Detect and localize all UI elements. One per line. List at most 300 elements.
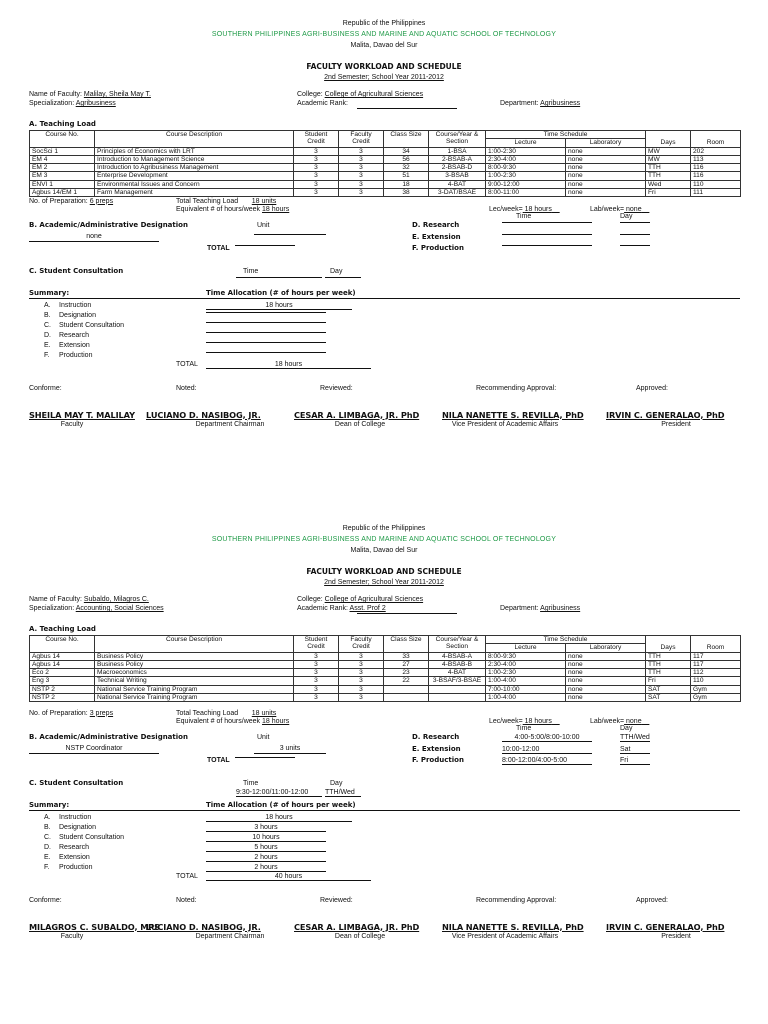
cell-faculty-credit: 3 (339, 155, 384, 163)
signatory-name: IRVIN C. GENERALAO, PhD (606, 921, 725, 932)
cell-course-no: Agbus 14/EM 1 (30, 189, 95, 197)
cell-faculty-credit: 3 (339, 677, 384, 685)
summary-hours: 10 hours (206, 834, 326, 842)
table-row (30, 155, 741, 163)
cell-course-year-section: 4-BAT (429, 669, 486, 677)
col-course-no: Course No. (30, 636, 95, 653)
cell-course-year-section: 3-BSAB (429, 172, 486, 180)
specialization-field: Specialization: Agribusiness (29, 100, 116, 107)
faculty-name-field: Name of Faculty: Subaldo, Milagros C. (29, 596, 149, 603)
summary-hours: 18 hours (206, 302, 352, 310)
b-total-label: TOTAL (207, 756, 230, 764)
extension-day (620, 234, 650, 235)
cell-room: 117 (691, 660, 741, 668)
cell-faculty-credit: 3 (339, 147, 384, 155)
table-row (30, 164, 741, 172)
time-allocation-heading: Time Allocation (# of hours per week) (206, 800, 356, 809)
table-row (30, 677, 741, 685)
production-day: Fri (620, 757, 650, 765)
cell-faculty-credit: 3 (339, 172, 384, 180)
cell-days: MW (646, 147, 691, 155)
rank-underline (357, 613, 457, 614)
summary-rule (29, 298, 740, 299)
equivalent-hours: Equivalent # of hours/week 18 hours (176, 717, 290, 725)
b-total-value (235, 757, 295, 758)
cell-faculty-credit: 3 (339, 189, 384, 197)
col-faculty-credit: Faculty Credit (339, 131, 384, 148)
signatory-name: NILA NANETTE S. REVILLA, PhD (442, 409, 584, 420)
time-heading: Time (516, 724, 532, 732)
specialization-field: Specialization: Accounting, Social Sciences (29, 605, 164, 612)
cell-laboratory-time: none (566, 652, 646, 660)
workload-form-1 (0, 20, 768, 510)
cell-course-description: Business Policy (95, 652, 294, 660)
col-class-size: Class Size (384, 636, 429, 653)
cell-class-size: 32 (384, 164, 429, 172)
summary-letter: A. (44, 301, 51, 309)
college-field: College: College of Agricultural Sciences (297, 596, 424, 603)
consult-time-value: 9:30-12:00/11:00-12:00 (236, 789, 322, 797)
summary-letter: D. (44, 843, 51, 851)
cell-course-year-section (429, 685, 486, 693)
summary-item: Instruction (59, 301, 92, 309)
cell-class-size: 51 (384, 172, 429, 180)
table-row (30, 694, 741, 702)
designation-unit: 3 units (254, 745, 326, 754)
cell-laboratory-time: none (566, 189, 646, 197)
cell-student-credit: 3 (294, 164, 339, 172)
equivalent-hours: Equivalent # of hours/week 18 hours (176, 205, 290, 213)
col-room: Room (691, 636, 741, 653)
signatory-name: SHEILA MAY T. MALILAY (29, 409, 135, 420)
table-row (30, 660, 741, 668)
cell-laboratory-time: none (566, 660, 646, 668)
cell-course-description: Introduction to Agribusiness Management (95, 164, 294, 172)
cell-days: TTH (646, 669, 691, 677)
cell-lecture-time: 1:00-2:30 (486, 172, 566, 180)
summary-item: Production (59, 863, 93, 871)
cell-room: Gym (691, 694, 741, 702)
cell-days: TTH (646, 172, 691, 180)
approval-label: Approved: (636, 384, 668, 392)
cell-course-no: EM 3 (30, 172, 95, 180)
cell-laboratory-time: none (566, 677, 646, 685)
cell-course-description: Principles of Economics with LRT (95, 147, 294, 155)
cell-class-size: 18 (384, 180, 429, 188)
cell-faculty-credit: 3 (339, 660, 384, 668)
cell-room: 112 (691, 669, 741, 677)
teaching-load-table (29, 130, 741, 197)
cell-course-year-section (429, 694, 486, 702)
col-lecture: Lecture (486, 644, 566, 652)
cell-student-credit: 3 (294, 685, 339, 693)
cell-lecture-time: 8:00-9:30 (486, 164, 566, 172)
approval-label: Recommending Approval: (476, 896, 557, 904)
signatory-role: President (661, 420, 691, 428)
approval-label: Conforme: (29, 896, 62, 904)
cell-course-no: NSTP 2 (30, 694, 95, 702)
cell-room: 110 (691, 180, 741, 188)
research-time: 4:00-5:00/8:00-10:00 (502, 734, 592, 742)
col-faculty-credit: Faculty Credit (339, 636, 384, 653)
summary-letter: C. (44, 321, 51, 329)
cell-student-credit: 3 (294, 669, 339, 677)
cell-class-size: 27 (384, 660, 429, 668)
summary-item: Instruction (59, 813, 92, 821)
approval-label: Conforme: (29, 384, 62, 392)
cell-faculty-credit: 3 (339, 685, 384, 693)
consult-day-heading: Day (330, 779, 343, 787)
cell-course-description: Technical Writing (95, 677, 294, 685)
cell-course-no: Eng 3 (30, 677, 95, 685)
signatory-role: Department Chairman (195, 420, 265, 428)
preparation-field: No. of Preparation: 6 preps (29, 197, 114, 205)
cell-laboratory-time: none (566, 147, 646, 155)
day-heading: Day (620, 724, 633, 732)
production-time (502, 245, 592, 246)
cell-days: MW (646, 155, 691, 163)
cell-student-credit: 3 (294, 189, 339, 197)
cell-course-description: Enterprise Development (95, 172, 294, 180)
cell-course-no: Agbus 14 (30, 652, 95, 660)
summary-item: Extension (59, 853, 90, 861)
cell-lecture-time: 7:00-10:00 (486, 685, 566, 693)
lec-week: Lec/week= 18 hours (489, 205, 552, 213)
cell-faculty-credit: 3 (339, 694, 384, 702)
col-description: Course Description (95, 131, 294, 148)
cell-course-no: EM 4 (30, 155, 95, 163)
cell-student-credit: 3 (294, 147, 339, 155)
summary-hours (206, 332, 326, 333)
lec-week: Lec/week= 18 hours (489, 717, 552, 725)
research-label: D. Research (412, 732, 460, 741)
consult-time-value (236, 277, 322, 278)
summary-hours (206, 342, 326, 343)
republic-header: Republic of the Philippines (342, 525, 426, 532)
col-room: Room (691, 131, 741, 148)
semester-line: 2nd Semester; School Year 2011-2012 (324, 74, 444, 81)
research-day (620, 222, 650, 223)
cell-course-description: Business Policy (95, 660, 294, 668)
consult-time-heading: Time (243, 267, 259, 275)
cell-course-year-section: 2-BSAB-D (429, 164, 486, 172)
total-teaching-load: Total Teaching Load 18 units (176, 709, 277, 717)
teaching-load-heading: A. Teaching Load (29, 120, 96, 128)
cell-course-year-section: 2-BSAB-A (429, 155, 486, 163)
time-allocation-heading: Time Allocation (# of hours per week) (206, 288, 356, 297)
approval-label: Approved: (636, 896, 668, 904)
extension-time (502, 234, 592, 235)
signatory-role: Dean of College (334, 932, 386, 940)
cell-course-description: Introduction to Management Science (95, 155, 294, 163)
cell-course-year-section: 1-BSA (429, 147, 486, 155)
cell-course-year-section: 4-BSAB-A (429, 652, 486, 660)
cell-class-size (384, 694, 429, 702)
cell-course-year-section: 3-BSAF/3-BSAE (429, 677, 486, 685)
production-label: F. Production (412, 243, 464, 252)
designation-heading: B. Academic/Administrative Designation (29, 220, 188, 229)
cell-laboratory-time: none (566, 694, 646, 702)
summary-letter: C. (44, 833, 51, 841)
cell-laboratory-time: none (566, 164, 646, 172)
cell-course-no: NSTP 2 (30, 685, 95, 693)
summary-item: Designation (59, 823, 96, 831)
preparation-field: No. of Preparation: 3 preps (29, 709, 114, 717)
approval-label: Noted: (176, 896, 197, 904)
cell-course-year-section: 4-BAT (429, 180, 486, 188)
cell-room: 117 (691, 652, 741, 660)
col-class-size: Class Size (384, 131, 429, 148)
cell-lecture-time: 1:00-2:30 (486, 669, 566, 677)
cell-class-size: 33 (384, 652, 429, 660)
cell-lecture-time: 1:00-4:00 (486, 677, 566, 685)
signatory-role: Department Chairman (195, 932, 265, 940)
table-row (30, 147, 741, 155)
consult-day-value (325, 277, 361, 278)
total-teaching-load: Total Teaching Load 18 units (176, 197, 277, 205)
signatory-role: Faculty (60, 932, 84, 940)
time-heading: Time (516, 212, 532, 220)
extension-label: E. Extension (412, 232, 461, 241)
cell-student-credit: 3 (294, 694, 339, 702)
cell-laboratory-time: none (566, 180, 646, 188)
cell-course-no: EM 2 (30, 164, 95, 172)
col-student-credit: Student Credit (294, 131, 339, 148)
signatory-name: IRVIN C. GENERALAO, PhD (606, 409, 725, 420)
cell-course-description: Environmental Issues and Concern (95, 180, 294, 188)
designation-value: NSTP Coordinator (29, 745, 159, 754)
cell-days: SAT (646, 685, 691, 693)
col-lecture: Lecture (486, 139, 566, 147)
table-row (30, 669, 741, 677)
academic-rank-field: Academic Rank: (297, 100, 348, 107)
consult-day-value: TTH/Wed (325, 789, 361, 797)
consult-time-heading: Time (243, 779, 259, 787)
cell-course-description: Farm Management (95, 189, 294, 197)
cell-room: 116 (691, 172, 741, 180)
summary-hours (206, 312, 326, 313)
production-day (620, 245, 650, 246)
summary-letter: B. (44, 823, 51, 831)
cell-faculty-credit: 3 (339, 180, 384, 188)
summary-letter: E. (44, 853, 51, 861)
table-row (30, 172, 741, 180)
form-title: FACULTY WORKLOAD AND SCHEDULE (306, 62, 462, 71)
table-row (30, 180, 741, 188)
designation-value: none (29, 233, 159, 242)
cell-room: 202 (691, 147, 741, 155)
summary-letter: B. (44, 311, 51, 319)
col-time-schedule: Time Schedule (486, 636, 646, 644)
col-course-no: Course No. (30, 131, 95, 148)
summary-letter: F. (44, 351, 50, 359)
b-total-label: TOTAL (207, 244, 230, 252)
cell-days: TTH (646, 652, 691, 660)
col-student-credit: Student Credit (294, 636, 339, 653)
cell-class-size: 38 (384, 189, 429, 197)
summary-total-label: TOTAL (176, 872, 198, 880)
summary-item: Student Consultation (59, 321, 124, 329)
lab-week: Lab/week= none (590, 205, 642, 213)
col-time-schedule: Time Schedule (486, 131, 646, 139)
extension-time: 10:00-12:00 (502, 746, 592, 754)
signatory-role: Dean of College (334, 420, 386, 428)
summary-hours (206, 352, 326, 353)
cell-lecture-time: 8:00-9:30 (486, 652, 566, 660)
signatory-name: LUCIANO D. NASIBOG, JR. (146, 921, 261, 932)
cell-laboratory-time: none (566, 155, 646, 163)
table-row (30, 685, 741, 693)
approval-label: Noted: (176, 384, 197, 392)
summary-item: Extension (59, 341, 90, 349)
cell-days: SAT (646, 694, 691, 702)
cell-course-year-section: 3-DAT/BSAE (429, 189, 486, 197)
summary-total-value: 18 hours (206, 361, 371, 369)
cell-room: 116 (691, 164, 741, 172)
cell-days: TTH (646, 164, 691, 172)
table-row (30, 652, 741, 660)
b-total-value (235, 245, 295, 246)
cell-course-no: SocSci 1 (30, 147, 95, 155)
summary-letter: E. (44, 341, 51, 349)
col-laboratory: Laboratory (566, 644, 646, 652)
cell-faculty-credit: 3 (339, 652, 384, 660)
republic-header: Republic of the Philippines (342, 20, 426, 27)
cell-class-size: 23 (384, 669, 429, 677)
cell-course-no: Agbus 14 (30, 660, 95, 668)
form-title: FACULTY WORKLOAD AND SCHEDULE (306, 567, 462, 576)
summary-total-value: 40 hours (206, 873, 371, 881)
cell-course-description: National Service Training Program (95, 694, 294, 702)
signatory-name: CESAR A. LIMBAGA, JR. PhD (294, 921, 420, 932)
approval-label: Reviewed: (320, 896, 353, 904)
col-description: Course Description (95, 636, 294, 653)
cell-student-credit: 3 (294, 652, 339, 660)
school-name: SOUTHERN PHILIPPINES AGRI-BUSINESS AND MARINE AND AQUATIC SCHOOL OF TECHNOLOGY (211, 536, 557, 543)
summary-item: Designation (59, 311, 96, 319)
summary-item: Production (59, 351, 93, 359)
cell-student-credit: 3 (294, 660, 339, 668)
consult-day-heading: Day (330, 267, 343, 275)
academic-rank-field: Academic Rank: Asst. Prof 2 (297, 605, 386, 612)
cell-class-size: 56 (384, 155, 429, 163)
lab-week: Lab/week= none (590, 717, 642, 725)
cell-lecture-time: 8:00-11:00 (486, 189, 566, 197)
approval-label: Recommending Approval: (476, 384, 557, 392)
summary-hours: 5 hours (206, 844, 326, 852)
cell-student-credit: 3 (294, 180, 339, 188)
extension-label: E. Extension (412, 744, 461, 753)
research-day: TTH/Wed (620, 733, 650, 741)
table-row (30, 189, 741, 197)
cell-laboratory-time: none (566, 669, 646, 677)
school-location: Malita, Davao del Sur (350, 42, 418, 49)
day-heading: Day (620, 212, 633, 220)
col-course-year: Course/Year & Section (429, 636, 486, 653)
summary-item: Research (59, 843, 89, 851)
signatory-name: NILA NANETTE S. REVILLA, PhD (442, 921, 584, 932)
cell-lecture-time: 1:00-4:00 (486, 694, 566, 702)
cell-lecture-time: 2:30-4:00 (486, 155, 566, 163)
unit-heading: Unit (257, 221, 270, 229)
cell-course-no: ENVI 1 (30, 180, 95, 188)
cell-room: 113 (691, 155, 741, 163)
cell-days: Fri (646, 189, 691, 197)
cell-course-description: Macroeconomics (95, 669, 294, 677)
cell-room: 110 (691, 677, 741, 685)
school-location: Malita, Davao del Sur (350, 547, 418, 554)
col-laboratory: Laboratory (566, 139, 646, 147)
production-label: F. Production (412, 755, 464, 764)
cell-class-size (384, 685, 429, 693)
cell-faculty-credit: 3 (339, 669, 384, 677)
cell-room: Gym (691, 685, 741, 693)
rank-underline (357, 108, 457, 109)
cell-class-size: 34 (384, 147, 429, 155)
cell-course-year-section: 4-BSAB-B (429, 660, 486, 668)
signatory-role: Vice President of Academic Affairs (451, 932, 559, 940)
cell-lecture-time: 2:30-4:00 (486, 660, 566, 668)
cell-student-credit: 3 (294, 155, 339, 163)
signatory-name: LUCIANO D. NASIBOG, JR. (146, 409, 261, 420)
department-field: Department: Agribusiness (500, 100, 581, 107)
cell-student-credit: 3 (294, 172, 339, 180)
summary-hours: 2 hours (206, 864, 326, 872)
consultation-heading: C. Student Consultation (29, 266, 124, 275)
cell-lecture-time: 1:00-2:30 (486, 147, 566, 155)
signatory-name: MILAGROS C. SUBALDO, MPS (29, 921, 160, 932)
faculty-name-field: Name of Faculty: Malilay, Sheila May T. (29, 91, 151, 98)
summary-heading: Summary: (29, 288, 70, 297)
semester-line: 2nd Semester; School Year 2011-2012 (324, 579, 444, 586)
teaching-load-heading: A. Teaching Load (29, 625, 96, 633)
cell-course-no: Eco 2 (30, 669, 95, 677)
summary-heading: Summary: (29, 800, 70, 809)
consultation-heading: C. Student Consultation (29, 778, 124, 787)
col-course-year: Course/Year & Section (429, 131, 486, 148)
approval-label: Reviewed: (320, 384, 353, 392)
summary-hours (206, 322, 326, 323)
designation-heading: B. Academic/Administrative Designation (29, 732, 188, 741)
research-time (502, 222, 592, 223)
cell-room: 111 (691, 189, 741, 197)
summary-hours: 3 hours (206, 824, 326, 832)
signatory-role: Vice President of Academic Affairs (451, 420, 559, 428)
cell-course-description: National Service Training Program (95, 685, 294, 693)
cell-lecture-time: 9:00-12:00 (486, 180, 566, 188)
summary-total-label: TOTAL (176, 360, 198, 368)
unit-heading: Unit (257, 733, 270, 741)
cell-days: TTH (646, 660, 691, 668)
signatory-role: President (661, 932, 691, 940)
cell-laboratory-time: none (566, 685, 646, 693)
summary-rule (29, 810, 740, 811)
summary-hours: 18 hours (206, 814, 352, 822)
summary-item: Research (59, 331, 89, 339)
summary-hours: 2 hours (206, 854, 326, 862)
col-days: Days (646, 636, 691, 653)
designation-unit (254, 233, 326, 235)
cell-faculty-credit: 3 (339, 164, 384, 172)
col-days: Days (646, 131, 691, 148)
research-label: D. Research (412, 220, 460, 229)
summary-letter: A. (44, 813, 51, 821)
extension-day: Sat (620, 746, 650, 754)
cell-days: Fri (646, 677, 691, 685)
workload-form-2 (0, 525, 768, 1015)
signatory-name: CESAR A. LIMBAGA, JR. PhD (294, 409, 420, 420)
cell-laboratory-time: none (566, 172, 646, 180)
